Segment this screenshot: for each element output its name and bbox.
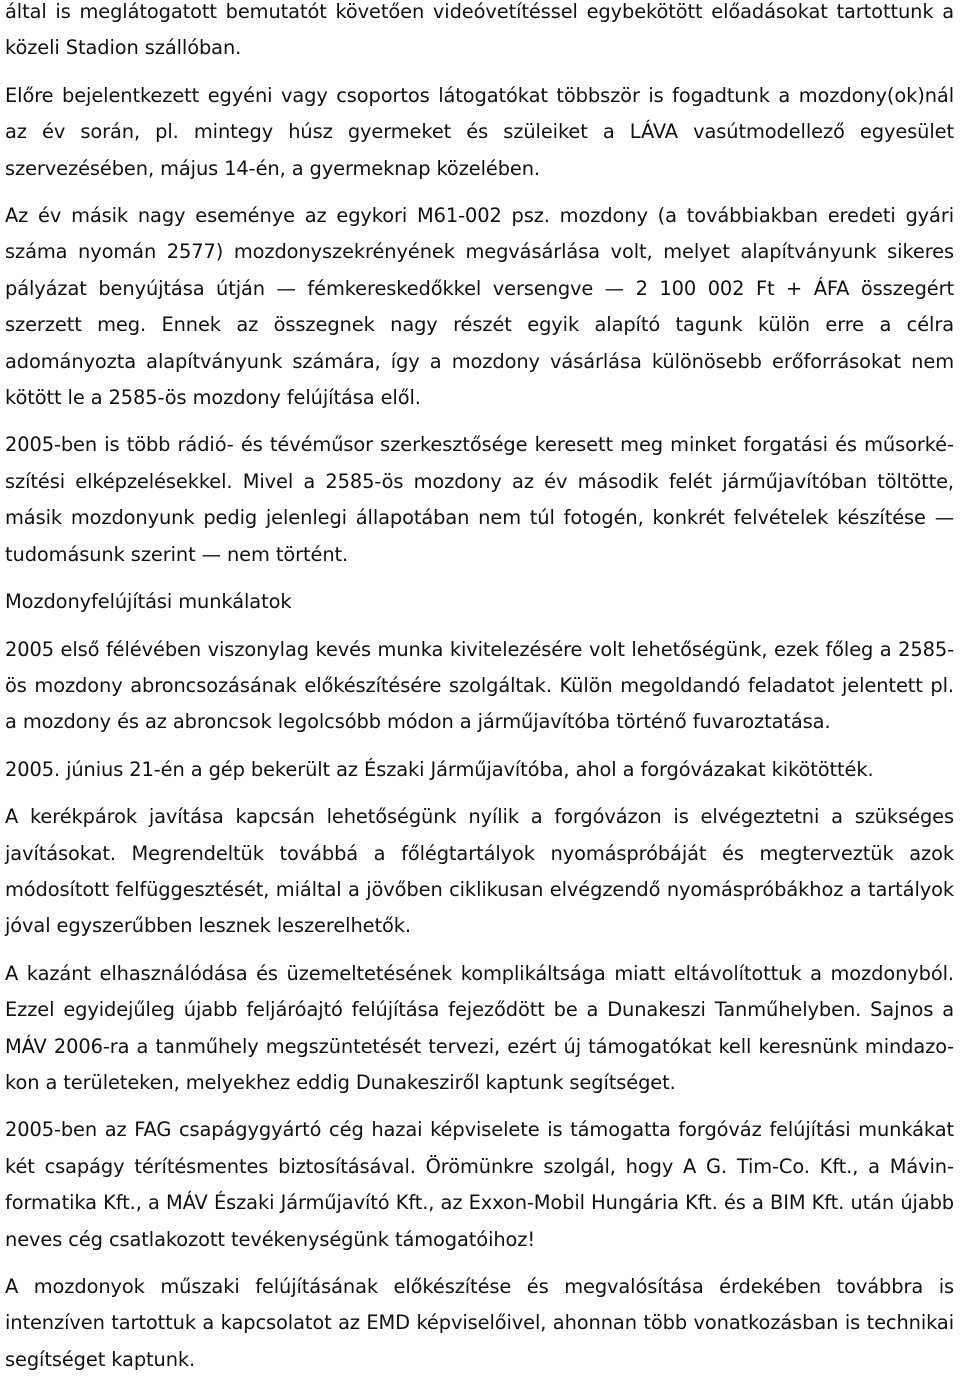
paragraph-emd-contact: A mozdonyok műszaki felújításának előkészítése és megvalósítása érdekében továbbra is intenzíven tartottuk a kapcsolatot az EMD képviselőivel, ahonnan több vonatkozásban is technikai segítséget kaptunk. bbox=[5, 1275, 954, 1371]
paragraph-stadion-presentations: által is meglátogatott bemutatót követően videóvetítéssel egybekötött előadásokat tartottunk a közeli Stadion szállóban. bbox=[5, 0, 954, 60]
paragraph-wheelsets: A kerékpárok javítása kapcsán lehetőségünk nyílik a forgóvázon is elvégeztetni a szükséges javításokat. Megrendeltük továbbá a főlégtartályok nyomáspróbáját és megterveztük azok módosított felfüggesztését, miáltal a jövőben ciklikusan elvégzendő nyomáspróbákhoz a tartályok jóval egyszerűbben lesznek leszerelhetők. bbox=[5, 805, 954, 938]
paragraph-first-half-2005: 2005 első félévében viszonylag kevés munka kivitelezésére volt lehetőségünk, ezek főleg a 2585-ös mozdony abroncsozásának előkészítésére szolgáltak. Külön megoldandó feladatot jelentett pl. a mozdony és az abroncsok legolcsóbb módon a járműjavítóba történő fuvaroztatása. bbox=[5, 637, 954, 734]
paragraph-june-21: 2005. június 21-én a gép bekerült az Északi Járműjavítóba, ahol a forgóvázakat kikötötték. bbox=[5, 757, 874, 781]
paragraph-media: 2005-ben is több rádió- és tévéműsor szerkesztősége keresett meg minket forgatási és műsorkészítési elképzelésekkel. Mivel a 2585-ös mozdony az év második felét járműjavítóban töltötte, másik mozdonyunk pedig jelenlegi állapotában nem túl fotogén, konkrét felvételek készítése — tudomásunk szerint — nem történt. bbox=[5, 433, 954, 566]
paragraph-sponsors: 2005-ben az FAG csapágygyártó cég hazai képviselete is támogatta forgóváz felújítási munkákat két csapágy térítésmentes biztosításával. Örömünkre szolgál, hogy A G. Tim-Co. Kft., a Mávinformatika Kft., a MÁV Északi Járműjavító Kft., az Exxon-Mobil Hungária Kft. és a BIM Kft. után újabb neves cég csatlakozott tevékenységünk támogatóihoz! bbox=[5, 1118, 954, 1251]
paragraph-visitors: Előre bejelentkezett egyéni vagy csoportos látogatókat többször is fogadtunk a mozdony(ok)nál az év során, pl. mintegy húsz gyermeket és szüleiket a LÁVA vasútmodellező egyesület szervezésében, május 14-én, a gyermeknap közelében. bbox=[5, 83, 954, 180]
section-heading-restoration: Mozdonyfelújítási munkálatok bbox=[5, 590, 292, 614]
paragraph-m61-purchase: Az év másik nagy eseménye az egykori M61-002 psz. mozdony (a továbbiakban eredeti gyári száma nyomán 2577) mozdonyszekrényének megvásárlása volt, melyet alapítványunk sikeres pályázat benyújtása útján — fémkereskedőkkel versengve — 2 100 002 Ft + ÁFA összegért szerzett meg. Ennek az összegnek nagy részét egyik alapító tagunk külön erre a célra adományozta alapítványunk számára, így a mozdony vásárlása különösebb erőforrásokat nem kötött le a 2585-ös mozdony felújítása elől. bbox=[5, 204, 954, 410]
paragraph-boiler: A kazánt elhasználódása és üzemeltetésének komplikáltsága miatt eltávolítottuk a mozdonyból. Ezzel egyidejűleg újabb feljáróajtó felújítása fejeződött be a Dunakeszi Tanműhelyben. Sajnos a MÁV 2006-ra a tanműhely megszüntetését tervezi, ezért új támogatókat kell keresnünk mindazokon a területeken, melyekhez eddig Dunakesziről kaptunk segítséget. bbox=[5, 961, 954, 1094]
